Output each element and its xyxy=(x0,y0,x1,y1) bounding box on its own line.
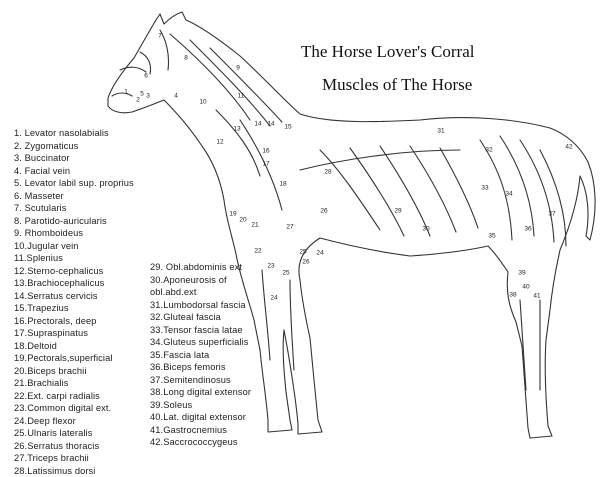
legend-item: 4. Facial vein xyxy=(14,165,134,178)
legend-item: 19.Pectorals,superficial xyxy=(14,352,134,365)
title-line-2: Muscles of The Horse xyxy=(322,75,472,95)
callout-number: 25 xyxy=(299,249,306,256)
title-line-1: The Horse Lover's Corral xyxy=(301,42,474,62)
callout-number: 5 xyxy=(140,91,144,98)
muscle-legend-right xyxy=(150,261,251,449)
legend-item: 9. Rhomboideus xyxy=(14,227,134,240)
legend-item: 11.Splenius xyxy=(14,252,134,265)
legend-item: 18.Deltoid xyxy=(14,340,134,353)
callout-number: 6 xyxy=(144,73,148,80)
callout-number: 35 xyxy=(488,233,495,240)
callout-number: 10 xyxy=(199,99,206,106)
callout-number: 11 xyxy=(238,93,245,100)
callout-number: 26 xyxy=(302,259,309,266)
legend-item: 29. Obl.abdominis ext xyxy=(150,261,251,274)
horse-head-detail xyxy=(112,30,169,96)
callout-number: 26 xyxy=(320,208,327,215)
callout-number: 14 xyxy=(254,121,261,128)
legend-item: 10.Jugular vein xyxy=(14,240,134,253)
legend-item: 14.Serratus cervicis xyxy=(14,290,134,303)
callout-number: 1 xyxy=(124,89,128,96)
callout-number: 8 xyxy=(184,55,188,62)
legend-item: 21.Brachialis xyxy=(14,377,134,390)
callout-number: 27 xyxy=(286,224,293,231)
legend-item: 2. Zygomaticus xyxy=(14,140,134,153)
legend-item: 40.Lat. digital extensor xyxy=(150,411,251,424)
legend-item: 15.Trapezius xyxy=(14,302,134,315)
legend-item: 34.Gluteus superficialis xyxy=(150,336,251,349)
callout-number: 37 xyxy=(548,211,555,218)
callout-number: 19 xyxy=(229,211,236,218)
callout-number: 18 xyxy=(279,181,286,188)
legend-item: 39.Soleus xyxy=(150,399,251,412)
legend-item: 20.Biceps brachii xyxy=(14,365,134,378)
legend-item: 42.Saccrococcygeus xyxy=(150,436,251,449)
legend-item: 38.Long digital extensor xyxy=(150,386,251,399)
legend-item: 36.Biceps femoris xyxy=(150,361,251,374)
legend-item: 26.Serratus thoracis xyxy=(14,440,134,453)
callout-number: 16 xyxy=(262,148,269,155)
callout-number: 14 xyxy=(267,121,274,128)
callout-number: 12 xyxy=(216,139,223,146)
legend-item: obl.abd.ext xyxy=(150,286,251,299)
callout-number: 24 xyxy=(270,295,277,302)
callout-number: 30 xyxy=(422,226,429,233)
callout-number: 41 xyxy=(533,293,540,300)
callout-number: 15 xyxy=(284,124,291,131)
callout-number: 7 xyxy=(158,33,162,40)
callout-number: 34 xyxy=(505,191,512,198)
legend-item: 41.Gastrocnemius xyxy=(150,424,251,437)
callout-number: 38 xyxy=(509,292,516,299)
legend-item: 7. Scutularis xyxy=(14,202,134,215)
callout-number: 23 xyxy=(267,263,274,270)
hindquarter-muscle-lines xyxy=(480,136,566,246)
legend-item: 3. Buccinator xyxy=(14,152,134,165)
legend-item: 33.Tensor fascia latae xyxy=(150,324,251,337)
legend-item: 6. Masseter xyxy=(14,190,134,203)
muscle-legend-left xyxy=(14,127,134,477)
callout-number: 20 xyxy=(239,217,246,224)
callout-number: 22 xyxy=(254,248,261,255)
legend-item: 23.Common digital ext. xyxy=(14,402,134,415)
legend-item: 13.Brachiocephalicus xyxy=(14,277,134,290)
callout-number: 28 xyxy=(324,169,331,176)
legend-item: 16.Prectorals, deep xyxy=(14,315,134,328)
legend-item: 8. Parotido-auricularis xyxy=(14,215,134,228)
callout-number: 4 xyxy=(174,93,178,100)
legend-item: 28.Latissimus dorsi xyxy=(14,465,134,477)
legend-item: 35.Fascia lata xyxy=(150,349,251,362)
legend-item: 30.Aponeurosis of xyxy=(150,274,251,287)
callout-number: 40 xyxy=(522,284,529,291)
legend-item: 37.Semitendinosus xyxy=(150,374,251,387)
callout-number: 39 xyxy=(518,270,525,277)
callout-number: 2 xyxy=(136,97,140,104)
legend-item: 22.Ext. carpi radialis xyxy=(14,390,134,403)
callout-number: 36 xyxy=(524,226,531,233)
legend-item: 1. Levator nasolabialis xyxy=(14,127,134,140)
rib-muscle-lines xyxy=(300,146,478,236)
callout-number: 9 xyxy=(236,65,240,72)
legend-item: 17.Supraspinatus xyxy=(14,327,134,340)
legend-item: 25.Ulnaris lateralis xyxy=(14,427,134,440)
callout-number: 21 xyxy=(251,222,258,229)
leg-detail-lines xyxy=(262,270,540,390)
callout-number: 25 xyxy=(282,270,289,277)
legend-item: 31.Lumbodorsal fascia xyxy=(150,299,251,312)
callout-number: 42 xyxy=(565,144,572,151)
callout-number: 33 xyxy=(481,185,488,192)
legend-item: 32.Gluteal fascia xyxy=(150,311,251,324)
legend-item: 5. Levator labil sup. proprius xyxy=(14,177,134,190)
callout-number: 17 xyxy=(262,161,269,168)
callout-number: 29 xyxy=(394,208,401,215)
callout-number: 24 xyxy=(316,250,323,257)
legend-item: 24.Deep flexor xyxy=(14,415,134,428)
callout-number: 31 xyxy=(437,128,444,135)
legend-item: 27.Triceps brachii xyxy=(14,452,134,465)
callout-number: 3 xyxy=(146,93,150,100)
callout-number: 13 xyxy=(233,126,240,133)
legend-item: 12.Sterno-cephalicus xyxy=(14,265,134,278)
callout-number: 32 xyxy=(485,147,492,154)
